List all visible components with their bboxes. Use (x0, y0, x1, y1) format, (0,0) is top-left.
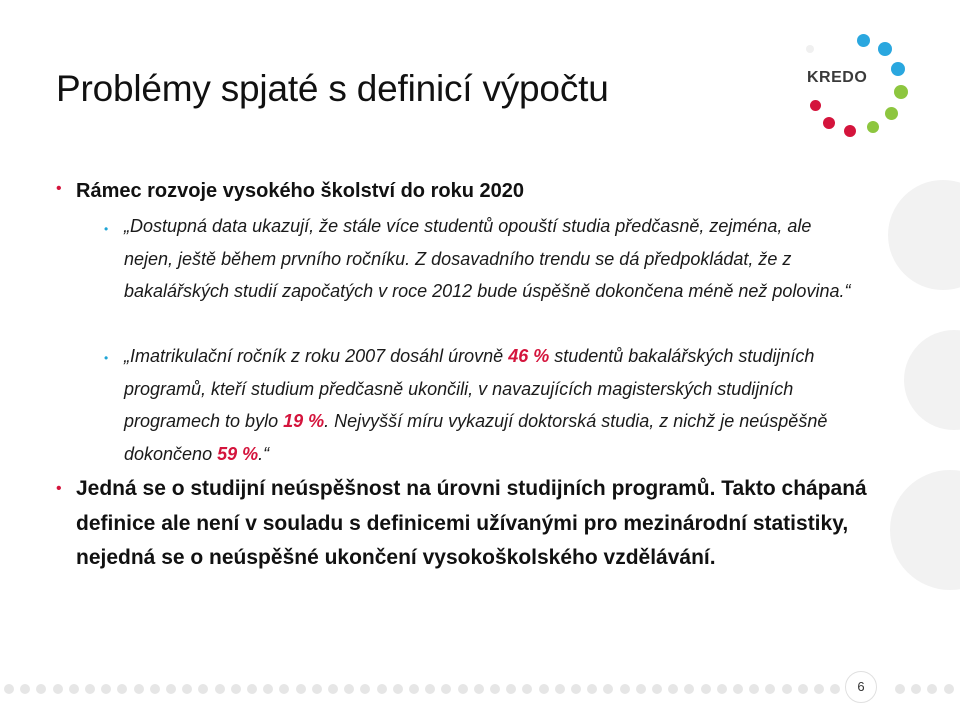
footer-dot (927, 684, 937, 694)
footer-dot (166, 684, 176, 694)
sub-bullet-quote-1: „Dostupná data ukazují, že stále více studentů opouští studia předčasně, zejména, ale nejen, ještě během prvního ročníku. Z dosavadního trendu se dá předpokládat, že z bakalářských studií započatých v roce 2012 bude úspěšně dokončena méně než polovina.“ (124, 216, 851, 302)
footer-dot (198, 684, 208, 694)
footer-dot (134, 684, 144, 694)
footer-dot (587, 684, 597, 694)
highlight-value: 46 % (508, 346, 550, 366)
bullet-heading: Rámec rozvoje vysokého školství do roku 2020 (76, 180, 524, 202)
footer-dot (636, 684, 646, 694)
sub-bullet-marker: • (104, 222, 109, 236)
logo-dot (867, 121, 879, 133)
highlight-value: 19 % (283, 411, 325, 432)
footer-dot (782, 684, 792, 694)
footer-dot (36, 684, 46, 694)
footer-dot (684, 684, 694, 694)
footer-dot (441, 684, 451, 694)
footer-dot (830, 684, 840, 694)
quote-text: . Nejvyšší míru vykazují doktorská studia, z nichž je neúspěšně dokončeno (124, 411, 828, 464)
decor-circle (890, 470, 960, 590)
footer-dot (814, 684, 824, 694)
footer-dot (717, 684, 727, 694)
logo-dot (878, 42, 892, 56)
sub-bullet-marker: • (104, 351, 109, 365)
quote-text: .“ (258, 443, 270, 464)
footer-dot (944, 684, 954, 694)
footer-dot (765, 684, 775, 694)
footer-dot (85, 684, 95, 694)
footer-dot (117, 684, 127, 694)
footer-dot (409, 684, 419, 694)
footer-dot (247, 684, 257, 694)
decor-circle (888, 180, 960, 290)
footer-dots (0, 684, 960, 696)
footer-dot (231, 684, 241, 694)
footer-dot (668, 684, 678, 694)
footer-dot (911, 684, 921, 694)
footer-dot (393, 684, 403, 694)
logo-dot (885, 107, 898, 120)
footer-dot (296, 684, 306, 694)
footer-dot (344, 684, 354, 694)
footer-dot (895, 684, 905, 694)
bullet-marker: • (56, 480, 62, 497)
footer-dot (182, 684, 192, 694)
bullet-marker: • (56, 180, 62, 197)
footer-dot (312, 684, 322, 694)
kredo-logo (788, 28, 928, 148)
footer-dot (360, 684, 370, 694)
footer-dot (749, 684, 759, 694)
footer-dot (69, 684, 79, 694)
page-number: 6 (845, 671, 877, 703)
footer-dot (539, 684, 549, 694)
decor-circle (904, 330, 960, 430)
logo-dot (823, 117, 835, 129)
footer-dot (150, 684, 160, 694)
footer-dot (4, 684, 14, 694)
footer-dot (101, 684, 111, 694)
footer-dot (603, 684, 613, 694)
bullet-conclusion: Jedná se o studijní neúspěšnost na úrovni studijních programů. Takto chápaná definice ale není v souladu s definicemi užívanými pro mezinárodní statistiky, nejedná se o neúspěšné ukončení vysokoškolského vzdělávání. (76, 477, 867, 569)
logo-dot (857, 34, 870, 47)
footer-dot (733, 684, 743, 694)
footer-dot (571, 684, 581, 694)
logo-dot (891, 62, 905, 76)
logo-dot (810, 100, 821, 111)
quote-text: „Imatrikulační ročník z roku 2007 dosáhl úrovně (124, 346, 509, 366)
sub-bullet-quote-2 (124, 340, 864, 470)
footer-dot (620, 684, 630, 694)
footer-dot (377, 684, 387, 694)
logo-dot (806, 45, 814, 53)
footer-dot (215, 684, 225, 694)
footer-dot (490, 684, 500, 694)
footer-dot (506, 684, 516, 694)
footer-dot (701, 684, 711, 694)
footer-dot (20, 684, 30, 694)
footer-dot (328, 684, 338, 694)
footer-dot (652, 684, 662, 694)
footer-dot (279, 684, 289, 694)
logo-dot (894, 85, 908, 99)
footer-dot (263, 684, 273, 694)
footer-dot (555, 684, 565, 694)
footer-dot (474, 684, 484, 694)
highlight-value: 59 % (217, 443, 259, 464)
logo-text: KREDO (807, 69, 868, 86)
footer-dot (458, 684, 468, 694)
slide-title: Problémy spjaté s definicí výpočtu (56, 68, 609, 109)
logo-dot (844, 125, 856, 137)
footer-dot (53, 684, 63, 694)
footer-dot (798, 684, 808, 694)
quote-text: studentů bakalářských studijních programů, kteří studium předčasně ukončili, v navazujících magisterských studijních programech to bylo (124, 346, 815, 432)
footer-dot (522, 684, 532, 694)
footer-dot (425, 684, 435, 694)
